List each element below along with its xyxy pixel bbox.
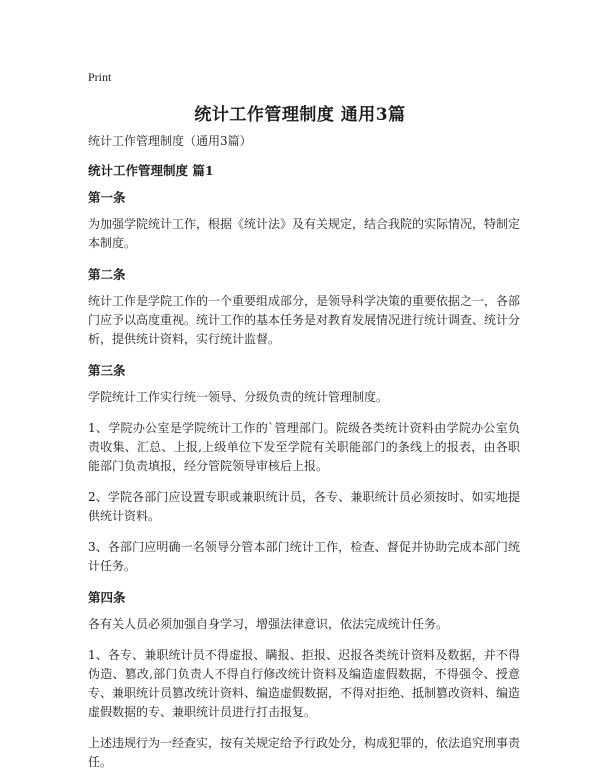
article-1 [88,188,520,253]
section-title: 统计工作管理制度 篇1 [88,163,214,178]
article-heading: 第四条 [88,590,126,605]
article-paragraph: 1、学院办公室是学院统计工作的`管理部门。院级各类统计资料由学院办公室负责收集、汇总、上报,上级单位下发至学院有关职能部门的条线上的报表，由各职能部门负责填报，经分管院领导审核后上报。 [88,421,520,473]
article-4 [88,588,520,772]
article-paragraph: 3、各部门应明确一名领导分管本部门统计工作，检查、督促并协助完成本部门统计任务。 [88,540,520,573]
article-2 [88,265,520,349]
article-paragraph: 2、学院各部门应设置专职或兼职统计员，各专、兼职统计员必须按时、如实地提供统计资料。 [88,490,520,523]
article-paragraph: 1、各专、兼职统计员不得虚报、瞒报、拒报、迟报各类统计资料及数据，并不得伪造、篡改,部门负责人不得自行修改统计资料及编造虚假数据，不得强令、授意专、兼职统计员篡改统计资料、编造虚假数据，不得对拒绝、抵制篡改资料、编造虚假数据的专、兼职统计员进行打击报复。 [88,648,521,719]
print-link[interactable]: Print [88,70,112,84]
article-heading: 第一条 [88,190,126,205]
document-subtitle: 统计工作管理制度（通用3篇） [88,134,252,148]
article-heading: 第三条 [88,363,126,378]
article-paragraph: 统计工作是学院工作的一个重要组成部分，是领导科学决策的重要依据之一，各部门应予以高度重视。统计工作的基本任务是对教育发展情况进行统计调查、统计分析，提供统计资料，实行统计监督。 [88,294,521,346]
page-title: 统计工作管理制度 通用3篇 [194,105,406,125]
article-paragraph: 上述违规行为一经查实，按有关规定给予行政处分，构成犯罪的，依法追究刑事责任。 [88,736,521,769]
article-paragraph: 学院统计工作实行统一领导、分级负责的统计管理制度。 [88,390,389,404]
article-paragraph: 为加强学院统计工作，根据《统计法》及有关规定，结合我院的实际情况，特制定本制度。 [88,217,521,250]
article-paragraph: 各有关人员必须加强自身学习，增强法律意识，依法完成统计任务。 [88,617,449,631]
article-3 [88,361,520,576]
article-heading: 第二条 [88,267,126,282]
document-body [88,132,520,784]
